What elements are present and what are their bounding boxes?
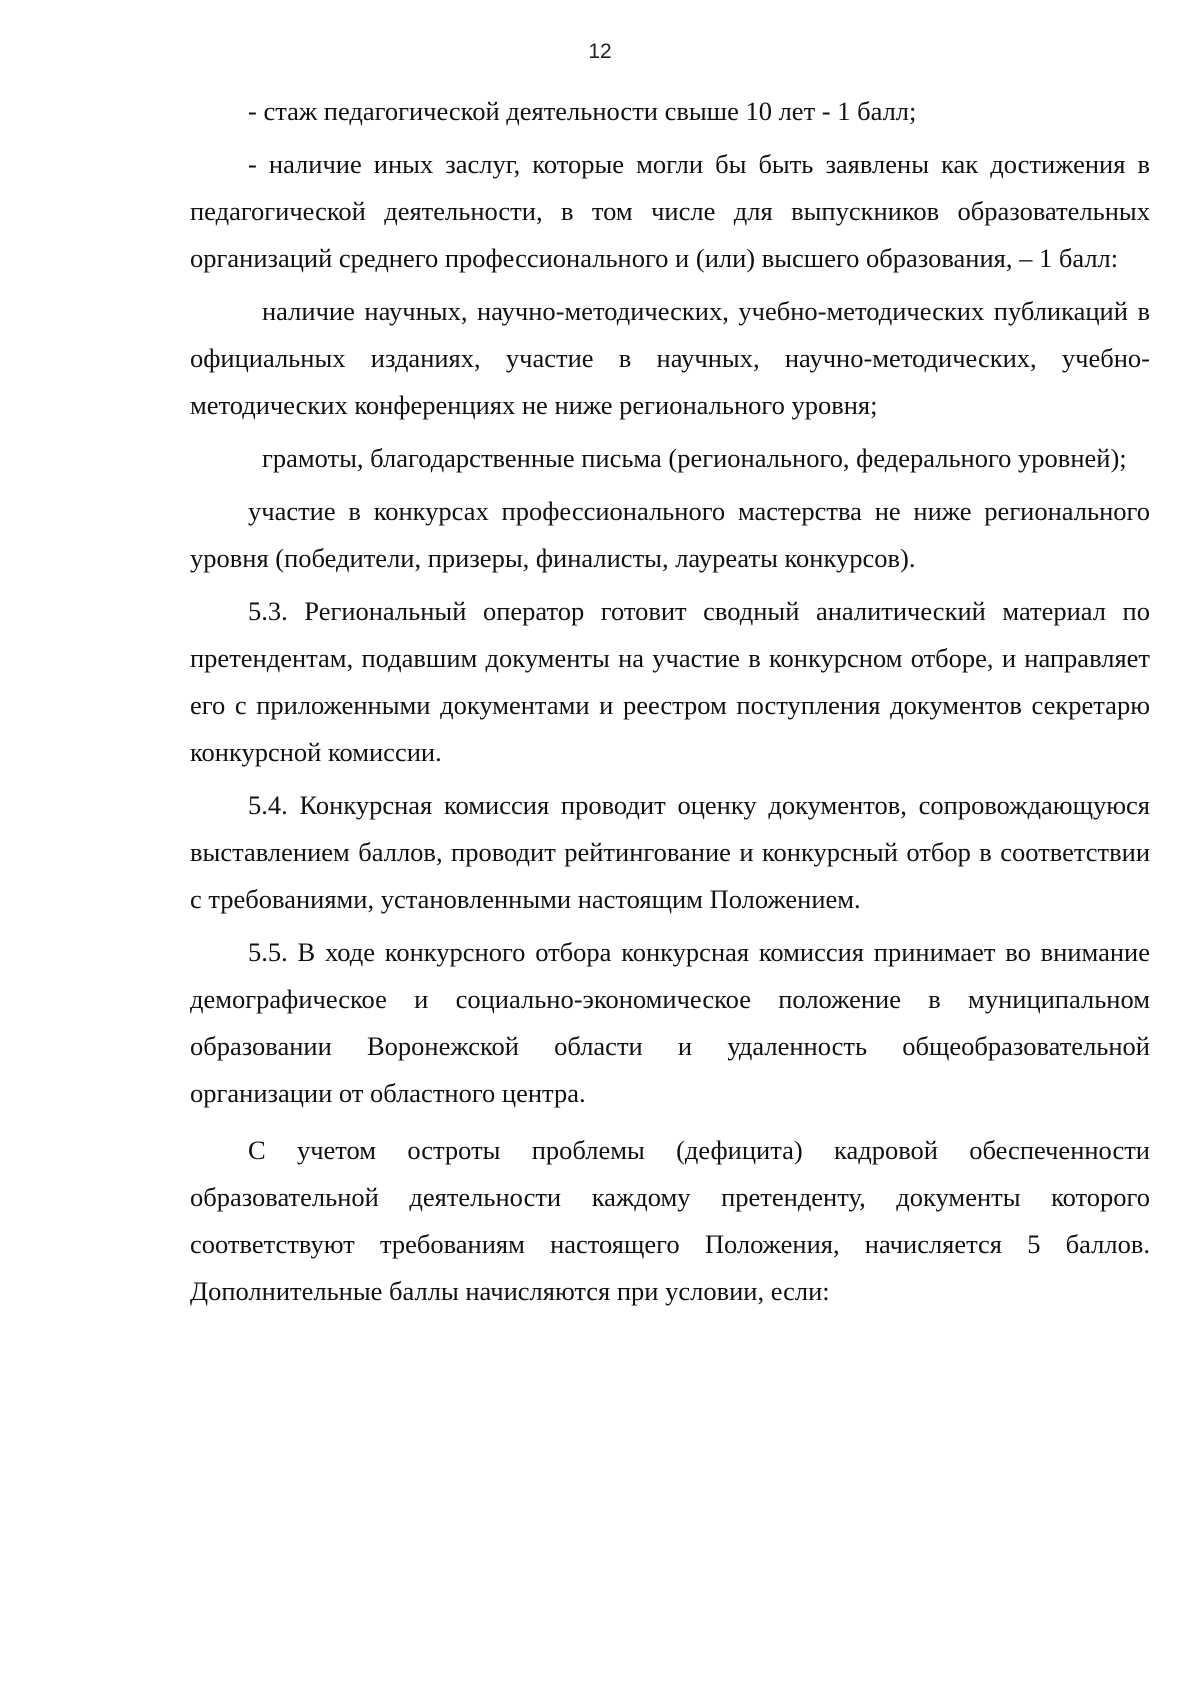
paragraph-scoring: С учетом остроты проблемы (дефицита) кадровой обеспеченности образовательной деятельности каждому претенденту, документы которого соответствуют требованиям настоящего Положения, начисляется 5 баллов. Дополнительные баллы начисляются при условии, если: [190,1135,1150,1306]
paragraph-other-merits: - наличие иных заслуг, которые могли бы быть заявлены как достижения в педагогической деятельности, в том числе для выпускников образовательных организаций среднего профессионального и (или) высшего образования, – 1 балл: [190,149,1150,273]
page-number: 12 [588,40,612,63]
paragraph-competitions: участие в конкурсах профессионального мастерства не ниже регионального уровня (победители, призеры, финалисты, лауреаты конкурсов). [190,496,1150,573]
document-body [190,88,1150,1321]
paragraph-5-3: 5.3. Региональный оператор готовит сводный аналитический материал по претендентам, подавшим документы на участие в конкурсном отборе, и направляет его с приложенными документами и реестром поступления документов секретарю конкурсной комиссии. [190,596,1150,767]
paragraph-5-4: 5.4. Конкурсная комиссия проводит оценку документов, сопровождающуюся выставлением баллов, проводит рейтингование и конкурсный отбор в соответствии с требованиями, установленными настоящим Положением. [190,790,1150,914]
paragraph-5-5: 5.5. В ходе конкурсного отбора конкурсная комиссия принимает во внимание демографическое и социально-экономическое положение в муниципальном образовании Воронежской области и удаленность общеобразовательной организации от областного центра. [190,937,1150,1108]
paragraph-publications: наличие научных, научно-методических, учебно-методических публикаций в официальных изданиях, участие в научных, научно-методических, учебно-методических конференциях не ниже регионального уровня; [190,296,1150,420]
paragraph-experience: - стаж педагогической деятельности свыше 10 лет - 1 балл; [248,96,917,126]
paragraph-certificates: грамоты, благодарственные письма (регионального, федерального уровней); [262,443,1127,473]
